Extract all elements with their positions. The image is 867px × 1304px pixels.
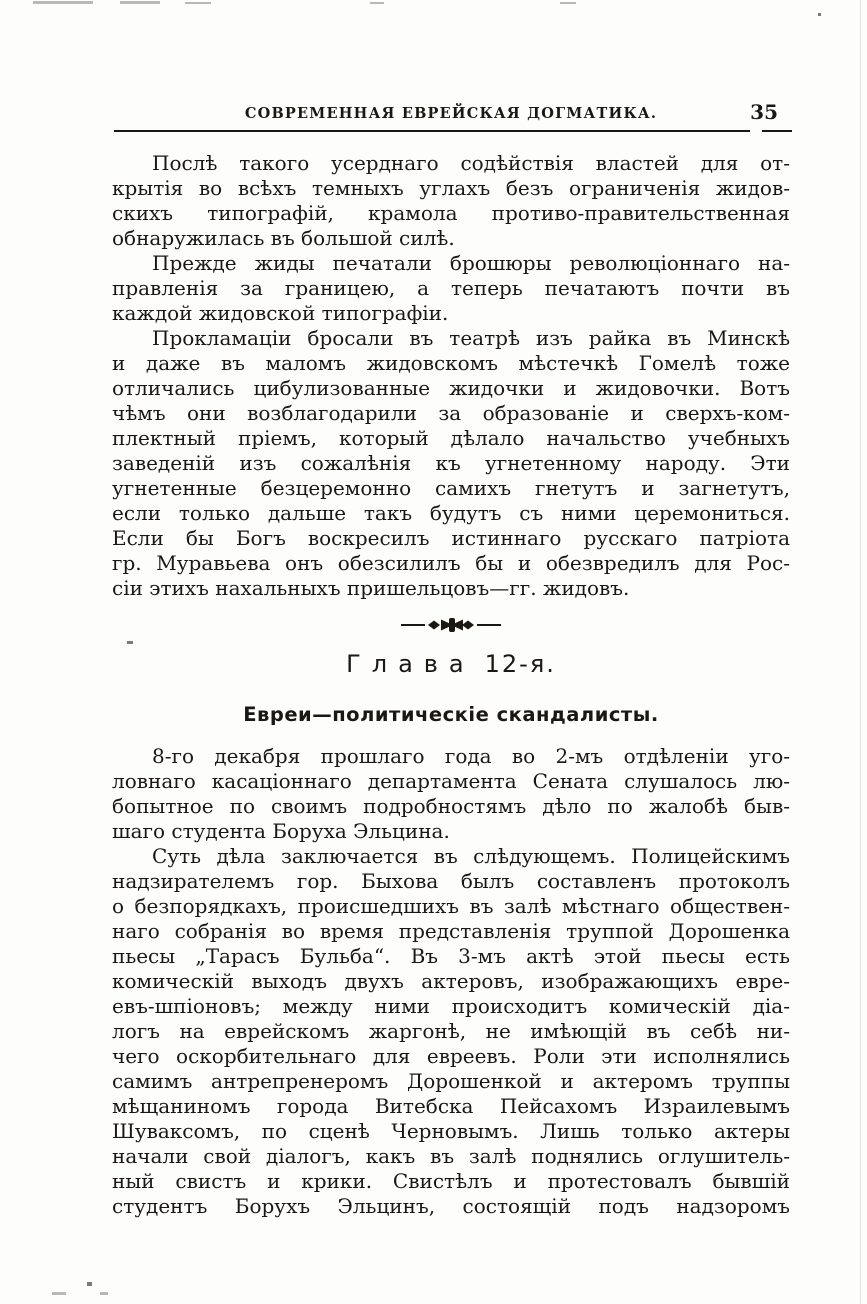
text-line: бопытное по своимъ подробностямъ дѣло по жалобѣ быв- [112, 794, 790, 818]
text-line: наго собранія во время представленія труппой Дорошенка [112, 919, 790, 943]
scan-edge-line [860, 0, 861, 1304]
text-line: Прежде жиды печатали брошюры революціоннаго на- [152, 251, 790, 275]
scan-artifact [185, 2, 211, 4]
text-line: плектный пріемъ, который дѣлало начальство учебныхъ [112, 426, 790, 450]
text-line: шаго студента Боруха Эльцина. [112, 819, 450, 843]
text-line: обнаружилась въ большой силѣ. [112, 226, 455, 250]
scan-artifact [818, 13, 821, 16]
scan-artifact [33, 1, 93, 4]
text-line: угнетенные безцеремонно самихъ гнетутъ и загнетутъ, [112, 476, 790, 500]
header-rule [114, 130, 750, 132]
text-line: ловнаго касаціоннаго департамента Сената слушалось лю- [112, 769, 790, 793]
text-line: чѣмъ они возблагодарили за образованіе и сверхъ-ком- [112, 401, 790, 425]
text-line: евъ-шпіоновъ; между ними происходитъ комическій діа- [112, 994, 790, 1018]
text-line: о безпорядкахъ, происшедшихъ въ залѣ мѣстнаго обществен- [112, 894, 790, 918]
paragraph [112, 326, 790, 601]
scan-artifact [127, 641, 133, 644]
text-line: пьесы „Тарасъ Бульба“. Въ 3-мъ актѣ этой пьесы есть [112, 944, 790, 968]
paragraph [112, 844, 790, 1219]
scan-artifact [120, 1, 160, 4]
text-line: надзирателемъ гор. Быхова былъ составленъ протоколъ [112, 869, 790, 893]
fleuron-divider-icon [401, 614, 501, 633]
text-line: ный свистъ и крики. Свистѣлъ и протестовалъ бывшій [112, 1169, 790, 1193]
section-divider [112, 614, 790, 633]
chapter-subtitle: Евреи—политическіе скандалисты. [243, 703, 659, 726]
text-line: начали свой діалогъ, какъ въ залѣ поднялись оглушитель- [112, 1144, 790, 1168]
text-line: самимъ антрепренеромъ Дорошенкой и актеромъ труппы [112, 1069, 790, 1093]
text-line: студентъ Борухъ Эльцинъ, состоящій подъ надзоромъ [112, 1194, 790, 1218]
text-line: заведеній изъ сожалѣнія къ угнетенному народу. Эти [112, 451, 790, 475]
text-line: чего оскорбительнаго для евреевъ. Роли эти исполнялись [112, 1044, 790, 1068]
text-line: сіи этихъ нахальныхъ пришельцовъ—гг. жидовъ. [112, 576, 630, 600]
text-line: скихъ типографій, крамола противо-правительственная [112, 201, 790, 225]
chapter-heading-number: 12-я. [484, 650, 556, 678]
text-line: логъ на еврейскомъ жаргонѣ, не имѣющій въ себѣ ни- [112, 1019, 790, 1043]
text-line: правленія за границею, а теперь печатаютъ почти въ [112, 276, 790, 300]
text-line: Если бы Богъ воскресилъ истиннаго русскаго патріота [112, 526, 790, 550]
text-line: каждой жидовской типографіи. [112, 301, 449, 325]
text-line: отличались цибулизованные жидочки и жидовочки. Вотъ [112, 376, 790, 400]
text-section-after-chapter [112, 744, 790, 1219]
text-line: мѣщаниномъ города Витебска Пейсахомъ Израилевымъ [112, 1094, 790, 1118]
scan-artifact [100, 1292, 108, 1295]
text-line: если только дальше такъ будутъ съ ними церемониться. [112, 501, 790, 525]
text-line: и даже въ маломъ жидовскомъ мѣстечкѣ Гомелѣ тоже [112, 351, 790, 375]
chapter-heading [112, 650, 790, 678]
scan-artifact [560, 2, 576, 4]
text-section-before-chapter [112, 151, 790, 601]
text-line: комическій выходъ двухъ актеровъ, изображающихъ евре- [112, 969, 790, 993]
text-line: гр. Муравьева онъ обезсилилъ бы и обезвредилъ для Рос- [112, 551, 790, 575]
header-rule-segment [762, 130, 792, 132]
paragraph [112, 251, 790, 326]
text-line: Шуваксомъ, по сценѣ Черновымъ. Лишь только актеры [112, 1119, 790, 1143]
text-line: 8-го декабря прошлаго года во 2-мъ отдѣленіи уго- [152, 744, 790, 768]
scan-artifact [87, 1282, 92, 1286]
text-line: Прокламаціи бросали въ театрѣ изъ райка въ Минскѣ [152, 326, 790, 350]
page-number: 35 [750, 100, 778, 124]
chapter-heading-word: Глава [346, 650, 475, 678]
text-line: Суть дѣла заключается въ слѣдующемъ. Полицейскимъ [152, 844, 790, 868]
scan-artifact [52, 1292, 66, 1295]
paragraph [112, 744, 790, 844]
running-header-title: СОВРЕМЕННАЯ ЕВРЕЙСКАЯ ДОГМАТИКА. [244, 105, 658, 122]
paragraph [112, 151, 790, 251]
text-line: крытія во всѣхъ темныхъ углахъ безъ ограниченія жидов- [112, 176, 790, 200]
scan-artifact [370, 2, 384, 4]
text-line: Послѣ такого усерднаго содѣйствія властей для от- [152, 151, 790, 175]
